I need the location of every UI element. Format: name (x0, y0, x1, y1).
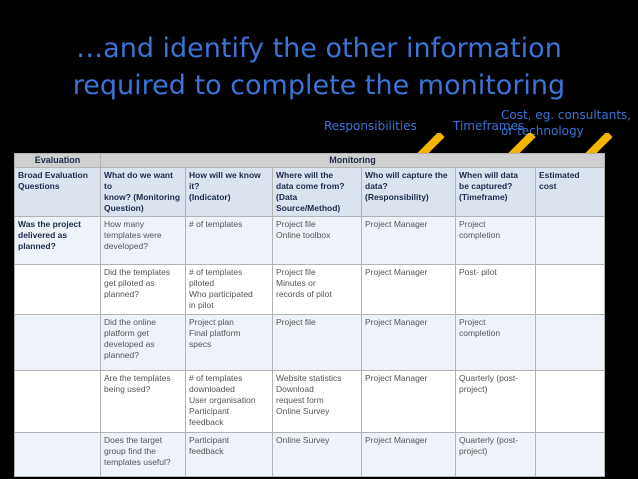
cell-question: How many templates were developed? (101, 217, 186, 265)
label-cost-line-1: Cost, eg. consultants, (501, 108, 632, 122)
column-header-2: How will we know it? (Indicator) (186, 168, 273, 217)
cell-source: Online Survey (273, 433, 362, 477)
cell-cost (536, 371, 605, 433)
title-line-1: …and identify the other information (76, 33, 562, 64)
cell-indicator: # of templates piloted Who participated in pilot (186, 265, 273, 315)
cell-cost (536, 265, 605, 315)
cell-responsibility: Project Manager (362, 217, 456, 265)
cell-timeframe: Quarterly (post- project) (456, 371, 536, 433)
cell-timeframe: Post- pilot (456, 265, 536, 315)
cell-indicator: # of templates downloaded User organisation Participant feedback (186, 371, 273, 433)
table-row (15, 433, 605, 477)
cell-indicator: Participant feedback (186, 433, 273, 477)
cell-evaluation (15, 433, 101, 477)
cell-timeframe: Project completion (456, 315, 536, 371)
column-header-3: Where will the data come from? (Data Source/Method) (273, 168, 362, 217)
table-row (15, 371, 605, 433)
cell-source: Project file Minutes or records of pilot (273, 265, 362, 315)
cell-responsibility: Project Manager (362, 265, 456, 315)
table-row (15, 315, 605, 371)
slide-title (0, 30, 638, 104)
cell-cost (536, 217, 605, 265)
cell-question: Did the online platform get developed as planned? (101, 315, 186, 371)
table-row (15, 217, 605, 265)
cell-source: Project file Online toolbox (273, 217, 362, 265)
cell-evaluation (15, 371, 101, 433)
column-header-0: Broad Evaluation Questions (15, 168, 101, 217)
column-header-1: What do we want to know? (Monitoring Question) (101, 168, 186, 217)
cell-evaluation (15, 315, 101, 371)
cell-source: Project file (273, 315, 362, 371)
column-header-4: Who will capture the data? (Responsibility) (362, 168, 456, 217)
cell-cost (536, 315, 605, 371)
title-line-2: required to complete the monitoring (72, 70, 566, 101)
label-timeframes: Timeframes (453, 119, 525, 133)
cell-timeframe: Quarterly (post- project) (456, 433, 536, 477)
cell-source: Website statistics Download request form Online Survey (273, 371, 362, 433)
header-evaluation: Evaluation (15, 154, 101, 168)
cell-timeframe: Project completion (456, 217, 536, 265)
cell-indicator: # of templates (186, 217, 273, 265)
column-header-5: When will data be captured? (Timeframe) (456, 168, 536, 217)
label-responsibilities: Responsibilities (324, 119, 417, 133)
cell-indicator: Project plan Final platform specs (186, 315, 273, 371)
cell-responsibility: Project Manager (362, 371, 456, 433)
table-row (15, 265, 605, 315)
cell-cost (536, 433, 605, 477)
cell-evaluation: Was the project delivered as planned? (15, 217, 101, 265)
header-monitoring: Monitoring (101, 154, 605, 168)
column-header-6: Estimated cost (536, 168, 605, 217)
label-cost-line-2: or technology (501, 124, 584, 138)
monitoring-table (14, 153, 605, 477)
cell-responsibility: Project Manager (362, 315, 456, 371)
cell-question: Are the templates being used? (101, 371, 186, 433)
cell-question: Did the templates get piloted as planned? (101, 265, 186, 315)
cell-responsibility: Project Manager (362, 433, 456, 477)
cell-evaluation (15, 265, 101, 315)
cell-question: Does the target group find the templates useful? (101, 433, 186, 477)
